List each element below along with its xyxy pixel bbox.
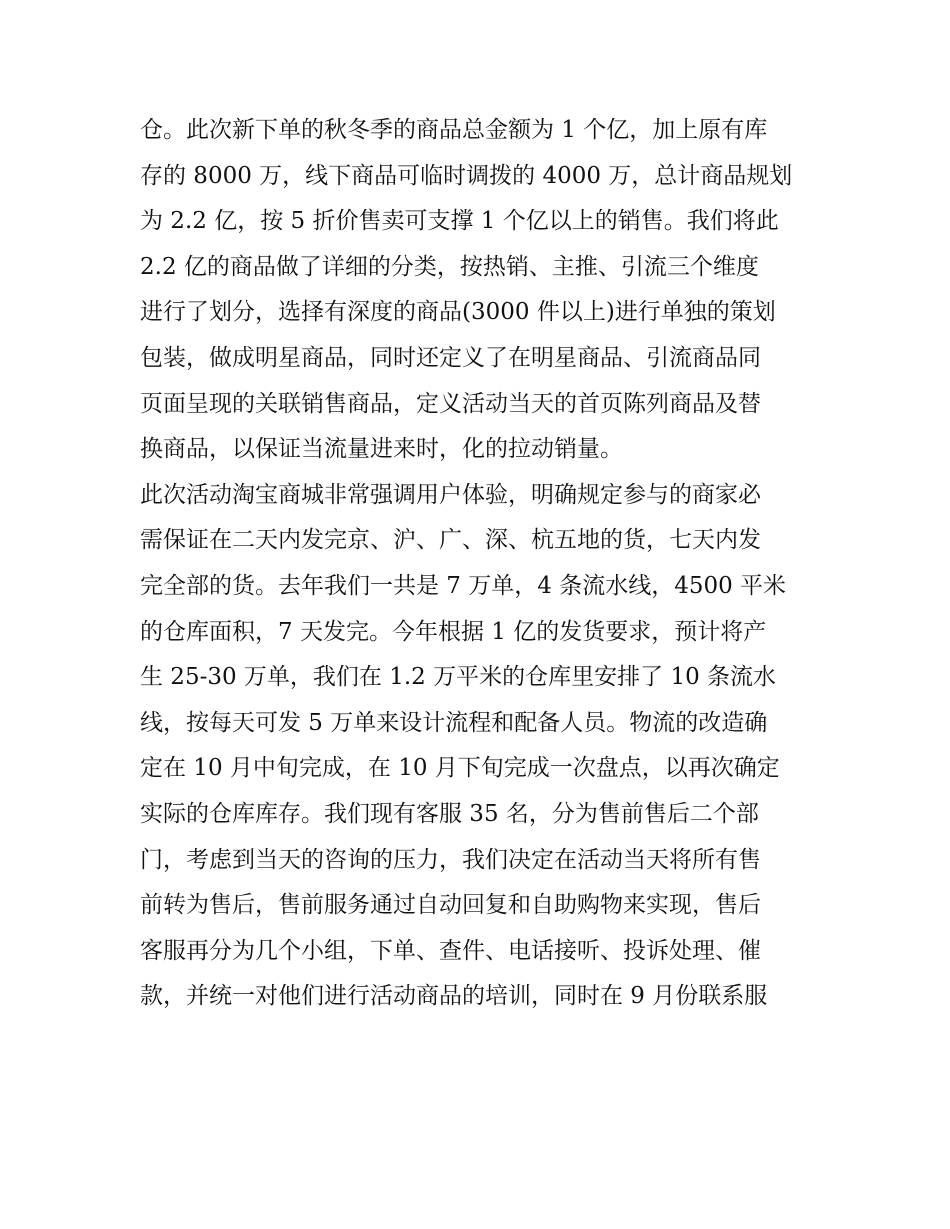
text-line: 存的 8000 万，线下商品可临时调拨的 4000 万，总计商品规划 bbox=[140, 162, 793, 189]
text-line: 换商品，以保证当流量进来时，化的拉动销量。 bbox=[140, 436, 623, 463]
text-line: 为 2.2 亿，按 5 折价售卖可支撑 1 个亿以上的销售。我们将此 bbox=[140, 208, 779, 235]
text-line: 进行了划分，选择有深度的商品(3000 件以上)进行单独的策划 bbox=[140, 299, 776, 326]
text-line: 生 25-30 万单，我们在 1.2 万平米的仓库里安排了 10 条流水 bbox=[140, 664, 777, 691]
text-line: 实际的仓库库存。我们现有客服 35 名，分为售前售后二个部 bbox=[140, 800, 759, 827]
text-line: 门，考虑到当天的咨询的压力，我们决定在活动当天将所有售 bbox=[140, 846, 761, 873]
text-line: 页面呈现的关联销售商品，定义活动当天的首页陈列商品及替 bbox=[140, 390, 761, 417]
text-line: 需保证在二天内发完京、沪、广、深、杭五地的货，七天内发 bbox=[140, 527, 761, 554]
text-line: 款，并统一对他们进行活动商品的培训，同时在 9 月份联系服 bbox=[140, 983, 768, 1010]
text-line: 的仓库面积，7 天发完。今年根据 1 亿的发货要求，预计将产 bbox=[140, 618, 767, 645]
text-line: 2.2 亿的商品做了详细的分类，按热销、主推、引流三个维度 bbox=[140, 253, 759, 280]
text-line: 线，按每天可发 5 万单来设计流程和配备人员。物流的改造确 bbox=[140, 709, 768, 736]
text-line: 此次活动淘宝商城非常强调用户体验，明确规定参与的商家必 bbox=[140, 481, 761, 508]
text-line: 包装，做成明星商品，同时还定义了在明星商品、引流商品同 bbox=[140, 344, 761, 371]
text-line: 仓。此次新下单的秋冬季的商品总金额为 1 个亿，加上原有库 bbox=[140, 117, 768, 143]
text-line: 客服再分为几个小组，下单、查件、电话接听、投诉处理、催 bbox=[140, 937, 761, 964]
text-line: 完全部的货。去年我们一共是 7 万单，4 条流水线，4500 平米 bbox=[140, 572, 787, 599]
body-text bbox=[140, 108, 830, 1020]
text-line: 前转为售后，售前服务通过自动回复和自助购物来实现，售后 bbox=[140, 892, 761, 919]
text-line: 定在 10 月中旬完成，在 10 月下旬完成一次盘点，以再次确定 bbox=[140, 755, 780, 782]
